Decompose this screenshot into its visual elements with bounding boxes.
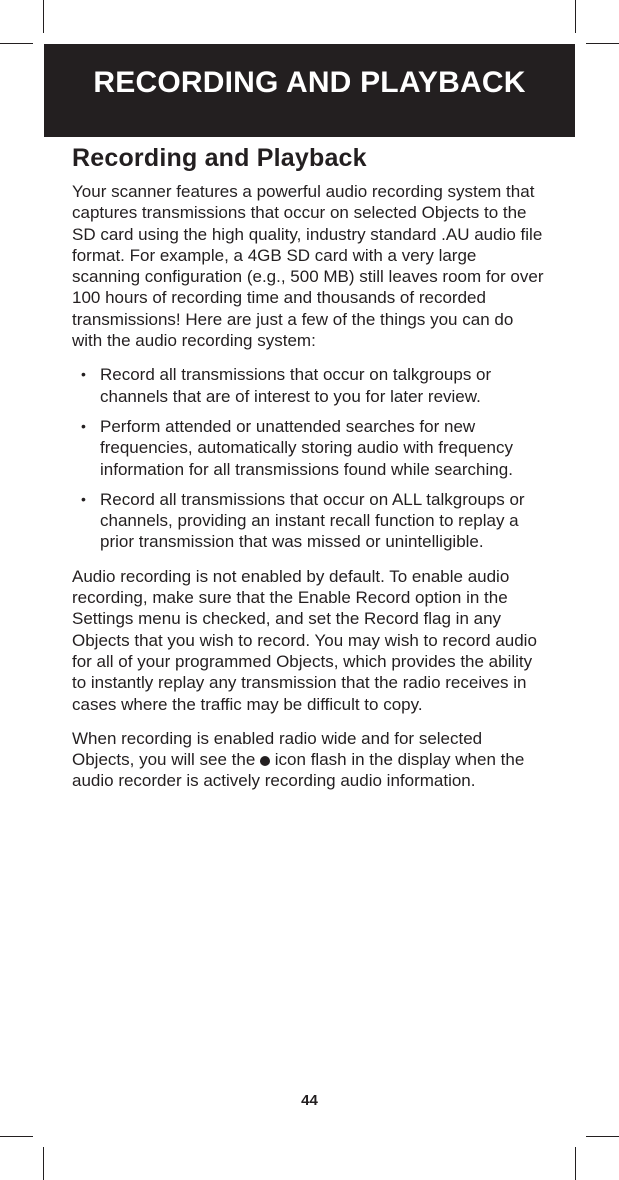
page-number: 44 — [301, 1092, 318, 1109]
enable-recording-paragraph: Audio recording is not enabled by default. To enable audio recording, make sure that the Enable Record option in the Settings menu is checked, and set the Record flag in any Objects that you wish to record. You may wish to record audio for all of your programmed Objects, which provides the ability to instantly replay any transmission that the radio receives in cases where the traffic may be difficult to copy. — [72, 566, 537, 714]
section-title: Recording and Playback — [72, 144, 367, 172]
intro-paragraph: Your scanner features a powerful audio recording system that captures transmissions that occur on selected Objects to the SD card using the high quality, industry standard .AU audio file format. For example, a 4GB SD card with a very large scanning configuration (e.g., 500 MB) still leaves room for over 100 hours of recording time and thousands of recorded transmissions! Here are just a few of the things you can do with the audio recording system: — [72, 182, 544, 351]
feature-list — [72, 364, 547, 552]
crop-mark — [586, 43, 619, 44]
bullet-icon: • — [81, 490, 86, 507]
crop-mark — [43, 0, 44, 33]
indicator-text-before: When recording is enabled radio wide and for selected Objects, you will see the — [72, 728, 483, 770]
record-dot-icon — [260, 756, 270, 766]
indicator-text-after: icon flash in the display when the audio recorder is actively recording audio information. — [72, 750, 525, 791]
list-item — [72, 489, 547, 553]
chapter-banner — [44, 44, 575, 137]
page-content — [72, 140, 547, 805]
chapter-banner-title: RECORDING AND PLAYBACK — [93, 66, 526, 99]
list-item-text: Perform attended or unattended searches for new frequencies, automatically storing audio with frequency information for all transmissions found while searching. — [100, 416, 513, 479]
crop-mark — [575, 0, 576, 33]
recording-indicator-paragraph — [72, 728, 547, 792]
crop-mark — [586, 1136, 619, 1137]
crop-mark — [0, 43, 33, 44]
list-item-text: Record all transmissions that occur on ALL talkgroups or channels, providing an instant recall function to replay a prior transmission that was missed or unintelligible. — [100, 489, 525, 552]
list-item — [72, 364, 547, 407]
bullet-icon: • — [81, 366, 86, 383]
list-item-text: Record all transmissions that occur on talkgroups or channels that are of interest to you for later review. — [100, 365, 492, 406]
bullet-icon: • — [81, 417, 86, 434]
crop-mark — [0, 1136, 33, 1137]
crop-mark — [575, 1147, 576, 1180]
crop-mark — [43, 1147, 44, 1180]
list-item — [72, 416, 547, 480]
